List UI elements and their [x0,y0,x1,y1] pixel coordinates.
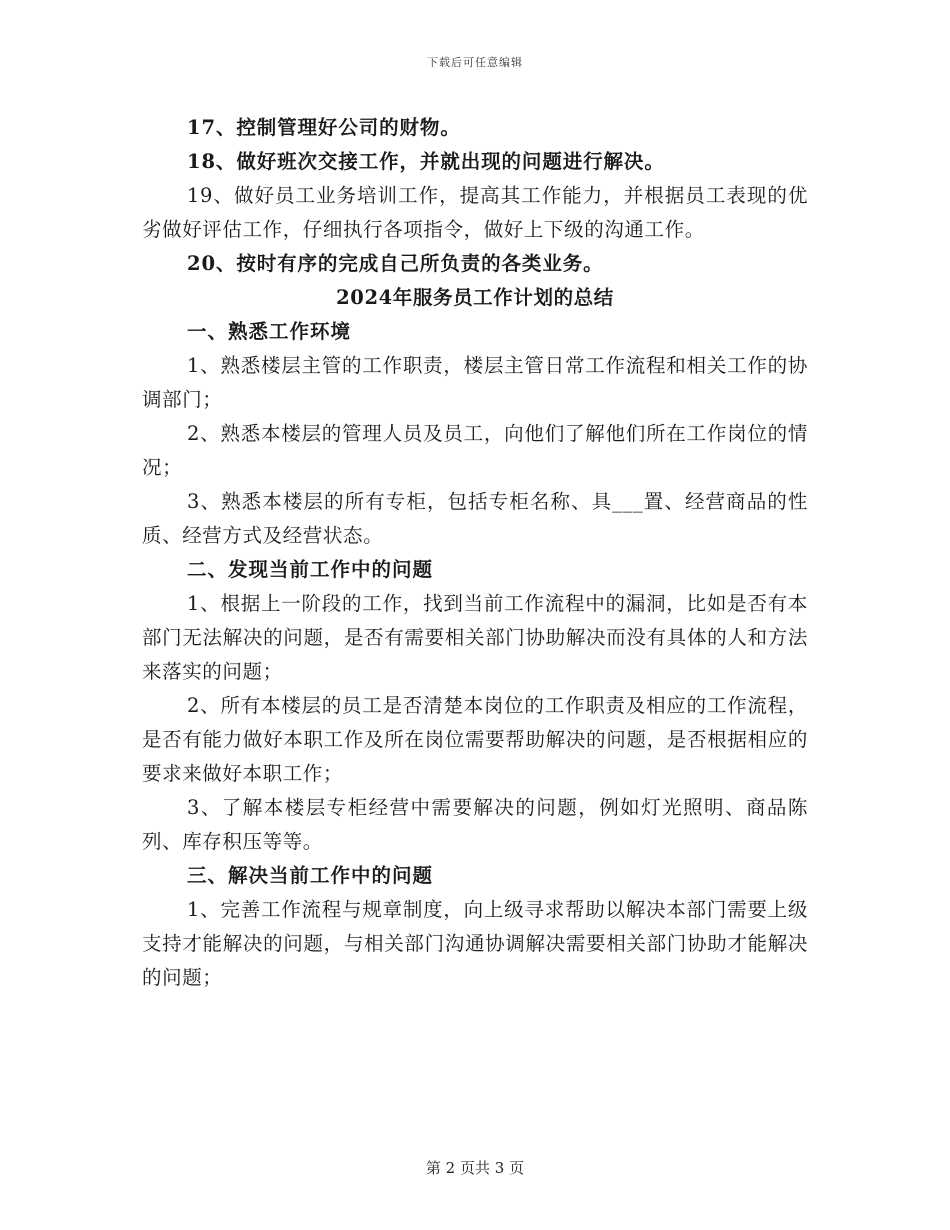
item-17: 17、控制管理好公司的财物。 [187,116,461,139]
page-header: 下载后可任意编辑 [427,56,523,69]
section-3-paragraph-1: 1、完善工作流程与规章制度，向上级寻求帮助以解决本部门需要上级支持才能解决的问题，与相关部门沟通协调解决需要相关部门协助才能解决的问题； [142,898,808,989]
section-3-heading: 三、解决当前工作中的问题 [187,864,434,887]
section-2-heading: 二、发现当前工作中的问题 [187,558,434,581]
item-18: 18、做好班次交接工作，并就出现的问题进行解决。 [187,150,665,173]
section-1-paragraph-2: 2、熟悉本楼层的管理人员及员工，向他们了解他们所在工作岗位的情况； [142,422,808,479]
section-1-paragraph-3: 3、熟悉本楼层的所有专柜，包括专柜名称、具___置、经营商品的性质、经营方式及经营状态。 [142,490,808,547]
section-1-heading: 一、熟悉工作环境 [187,320,352,343]
item-19: 19、做好员工业务培训工作，提高其工作能力，并根据员工表现的优劣做好评估工作，仔细执行各项指令，做好上下级的沟通工作。 [142,184,808,241]
document-title: 2024年服务员工作计划的总结 [336,286,614,309]
section-2-paragraph-2: 2、所有本楼层的员工是否清楚本岗位的工作职责及相应的工作流程，是否有能力做好本职工作及所在岗位需要帮助解决的问题，是否根据相应的要求来做好本职工作； [142,694,808,785]
section-2-paragraph-3: 3、了解本楼层专柜经营中需要解决的问题，例如灯光照明、商品陈列、库存积压等等。 [142,796,808,853]
section-1-paragraph-1: 1、熟悉楼层主管的工作职责，楼层主管日常工作流程和相关工作的协调部门； [142,354,808,411]
section-2-paragraph-1: 1、根据上一阶段的工作，找到当前工作流程中的漏洞，比如是否有本部门无法解决的问题，是否有需要相关部门协助解决而没有具体的人和方法来落实的问题； [142,592,808,683]
document-body [142,111,808,995]
page-footer: 第 2 页共 3 页 [425,1159,525,1177]
item-20: 20、按时有序的完成自己所负责的各类业务。 [187,252,604,275]
